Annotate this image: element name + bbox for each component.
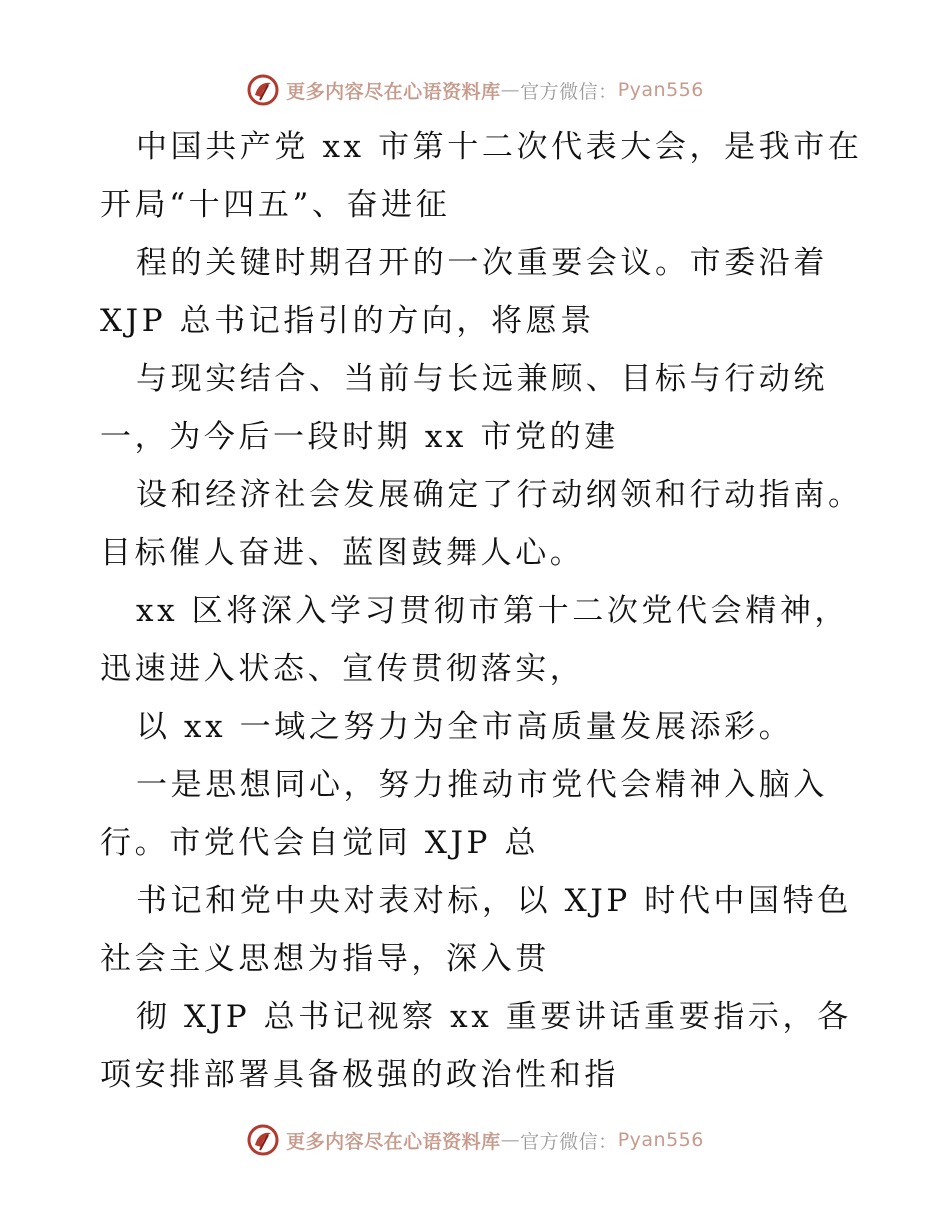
text-line: 一是思想同心，努力推动市党代会精神入脑入	[136, 767, 828, 803]
text-line: XJP 总书记指引的方向，将愿景	[100, 303, 595, 339]
text-line: 社会主义思想为指导，深入贯	[100, 941, 550, 977]
watermark-dash: —	[500, 1129, 521, 1151]
text-line: 一，为今后一段时期 xx 市党的建	[100, 419, 619, 455]
text-line: 以 xx 一域之努力为全市高质量发展添彩。	[136, 709, 794, 745]
text-line: 设和经济社会发展确定了行动纲领和行动指南。	[136, 477, 863, 513]
brand-logo-icon	[246, 73, 280, 107]
brand-logo-icon	[246, 1123, 280, 1157]
text-line: 开局“十四五”、奋进征	[100, 187, 451, 223]
text-line: 迅速进入状态、宣传贯彻落实，	[100, 651, 585, 687]
watermark-sub-text: 官方微信：	[520, 1130, 618, 1153]
footer-watermark	[0, 1120, 950, 1160]
text-line: 程的关键时期召开的一次重要会议。市委沿着	[136, 245, 828, 281]
text-line: 目标催人奋进、蓝图鼓舞人心。	[100, 535, 585, 571]
text-line: 书记和党中央对表对标，以 XJP 时代中国特色	[136, 883, 852, 919]
text-line: 项安排部署具备极强的政治性和指	[100, 1057, 619, 1093]
watermark-dash: —	[500, 79, 521, 101]
text-line: xx 区将深入学习贯彻市第十二次党代会精神，	[136, 593, 850, 629]
text-line: 与现实结合、当前与长远兼顾、目标与行动统	[136, 361, 828, 397]
text-line: 行。市党代会自觉同 XJP 总	[100, 825, 540, 861]
text-line: 彻 XJP 总书记视察 xx 重要讲话重要指示，各	[136, 999, 852, 1035]
header-watermark	[0, 70, 950, 110]
watermark-wechat-id: Pyan556	[617, 79, 704, 101]
watermark-wechat-id: Pyan556	[617, 1129, 704, 1151]
watermark-sub-text: 官方微信：	[520, 80, 618, 103]
watermark-main-text: 更多内容尽在心语资料库	[286, 80, 501, 103]
watermark-main-text: 更多内容尽在心语资料库	[286, 1130, 501, 1153]
text-line: 中国共产党 xx 市第十二次代表大会，是我市在	[136, 129, 863, 165]
document-body	[100, 118, 880, 1104]
